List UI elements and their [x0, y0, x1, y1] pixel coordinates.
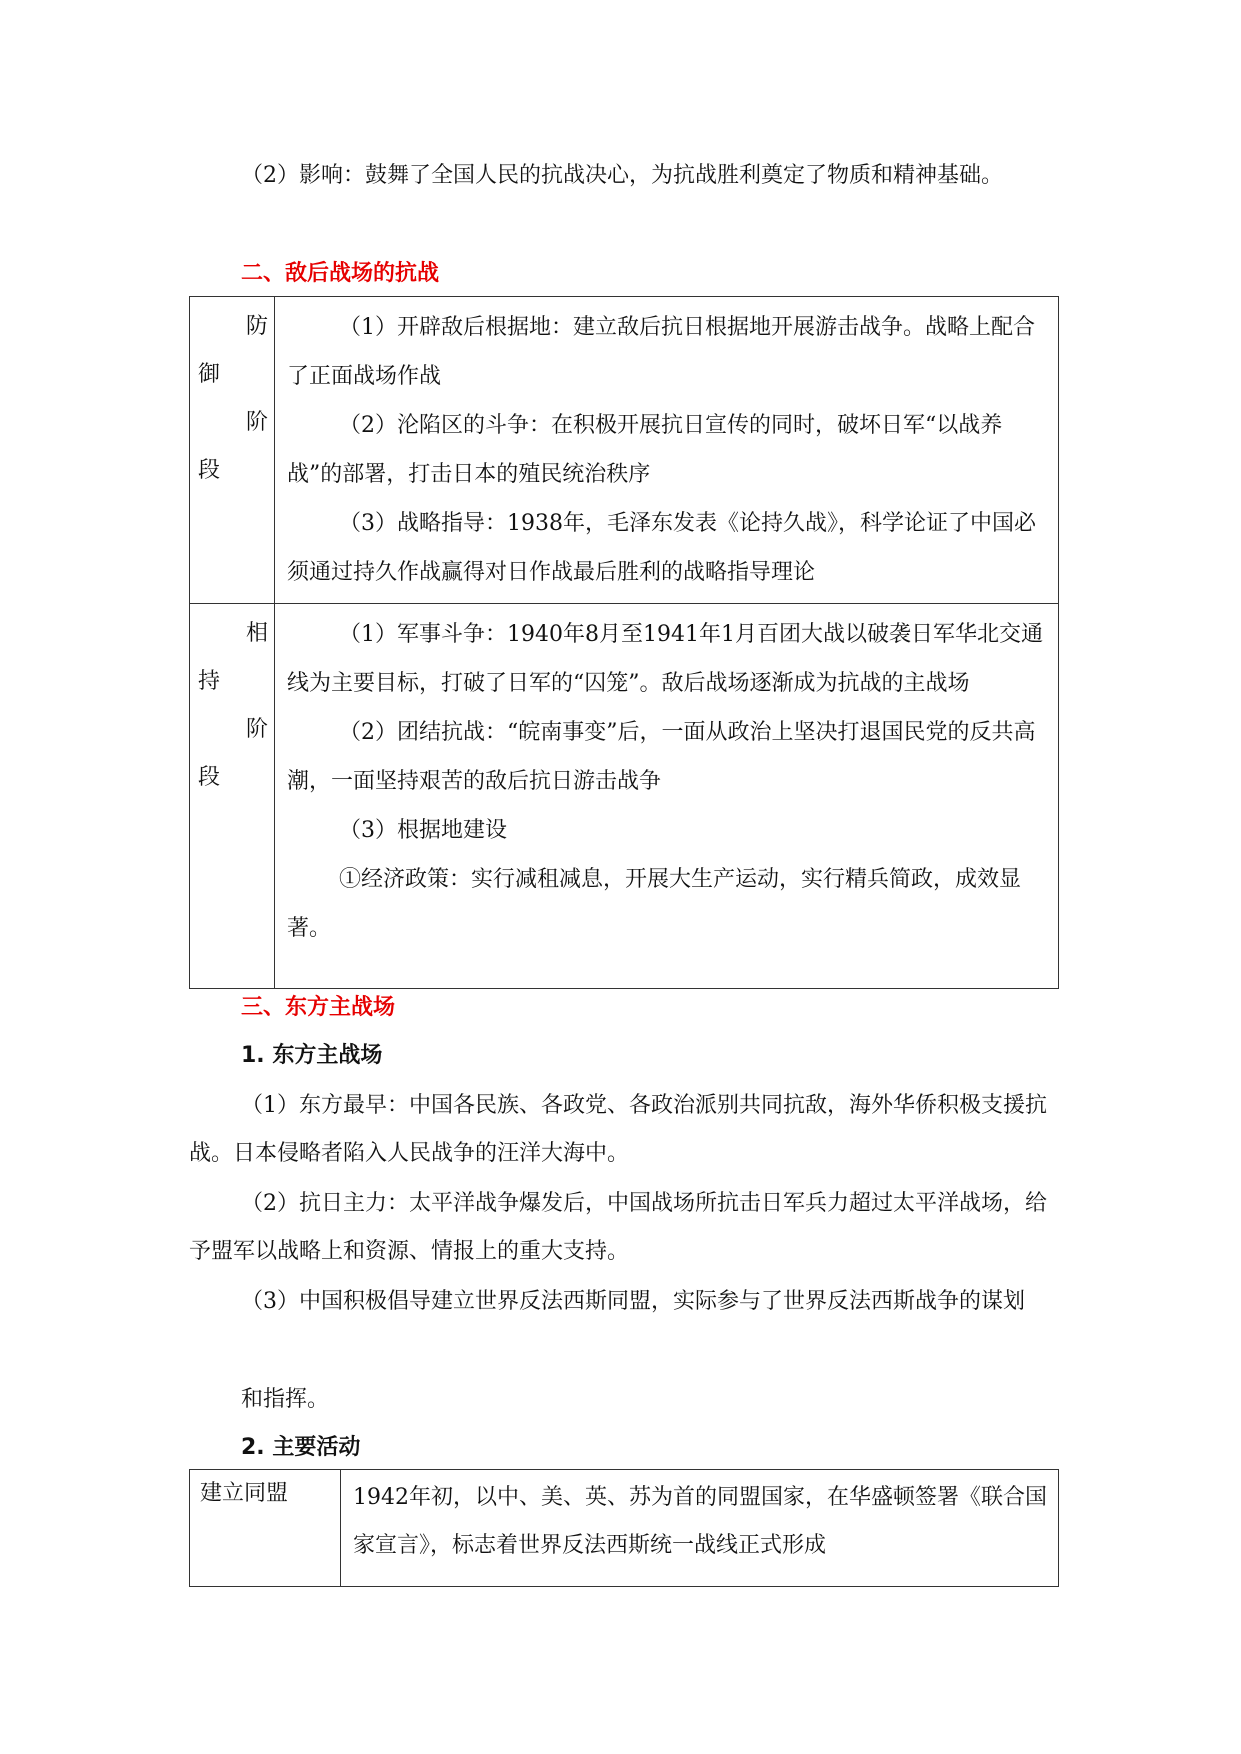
stage-char: 持 [198, 669, 221, 694]
impact-paragraph: （2）影响：鼓舞了全国人民的抗战决心，为抗战胜利奠定了物质和精神基础。 [241, 163, 1003, 188]
table-line: （3）根据地建设 [339, 818, 507, 843]
rear-battlefield-table [189, 296, 1059, 989]
stage-char: 防 [246, 314, 269, 339]
stage-char: 段 [198, 458, 221, 483]
eastern-paragraph-2: （2）抗日主力：太平洋战争爆发后，中国战场所抗击日军兵力超过太平洋战场，给予盟军以战略上和资源、情报上的重大支持。 [189, 1191, 1047, 1264]
activity-text-cell: 1942年初，以中、美、英、苏为首的同盟国家，在华盛顿签署《联合国家宣言》，标志着世界反法西斯统一战线正式形成 [341, 1470, 1059, 1587]
table-line: ①经济政策：实行减租减息，开展大生产运动，实行精兵简政，成效显著。 [287, 867, 1022, 941]
eastern-paragraph-3: （3）中国积极倡导建立世界反法西斯同盟，实际参与了世界反法西斯战争的谋划 [241, 1289, 1025, 1314]
table-line: （1）军事斗争：1940年8月至1941年1月百团大战以破袭日军华北交通线为主要目标，打破了日军的“囚笼”。敌后战场逐渐成为抗战的主战场 [287, 622, 1043, 696]
table-row [190, 297, 1059, 604]
stage-char: 阶 [246, 717, 269, 742]
table-line: （2）沦陷区的斗争：在积极开展抗日宣传的同时，破坏日军“以战养战”的部署，打击日本的殖民统治秩序 [287, 413, 1003, 487]
table-line: （2）团结抗战：“皖南事变”后，一面从政治上坚决打退国民党的反共高潮，一面坚持艰苦的敌后抗日游击战争 [287, 720, 1036, 794]
table-row [190, 1470, 1059, 1587]
stage-char: 相 [246, 621, 269, 646]
table-row [190, 604, 1059, 989]
content-cell-defense [275, 297, 1059, 604]
stage-char: 阶 [246, 410, 269, 435]
activity-label-cell: 建立同盟 [190, 1470, 341, 1587]
stage-char: 段 [198, 765, 221, 790]
table-line: （1）开辟敌后根据地：建立敌后抗日根据地开展游击战争。战略上配合了正面战场作战 [287, 315, 1035, 389]
subsection-title-activities: 2. 主要活动 [241, 1435, 361, 1460]
content-cell-stalemate [275, 604, 1059, 989]
eastern-paragraph-1: （1）东方最早：中国各民族、各政党、各政治派别共同抗敌，海外华侨积极支援抗战。日本侵略者陷入人民战争的汪洋大海中。 [189, 1093, 1047, 1166]
stage-char: 御 [198, 362, 221, 387]
stage-cell-stalemate [190, 604, 275, 989]
table-line: （3）战略指导：1938年，毛泽东发表《论持久战》，科学论证了中国必须通过持久作战赢得对日作战最后胜利的战略指导理论 [287, 511, 1036, 585]
subsection-title-eastern: 1. 东方主战场 [241, 1043, 383, 1068]
section-title-rear-battlefield: 二、敌后战场的抗战 [241, 261, 440, 286]
activities-table [189, 1469, 1059, 1587]
stage-cell-defense [190, 297, 275, 604]
eastern-paragraph-tail: 和指挥。 [241, 1387, 330, 1412]
section-title-eastern-battlefield: 三、东方主战场 [241, 995, 396, 1020]
